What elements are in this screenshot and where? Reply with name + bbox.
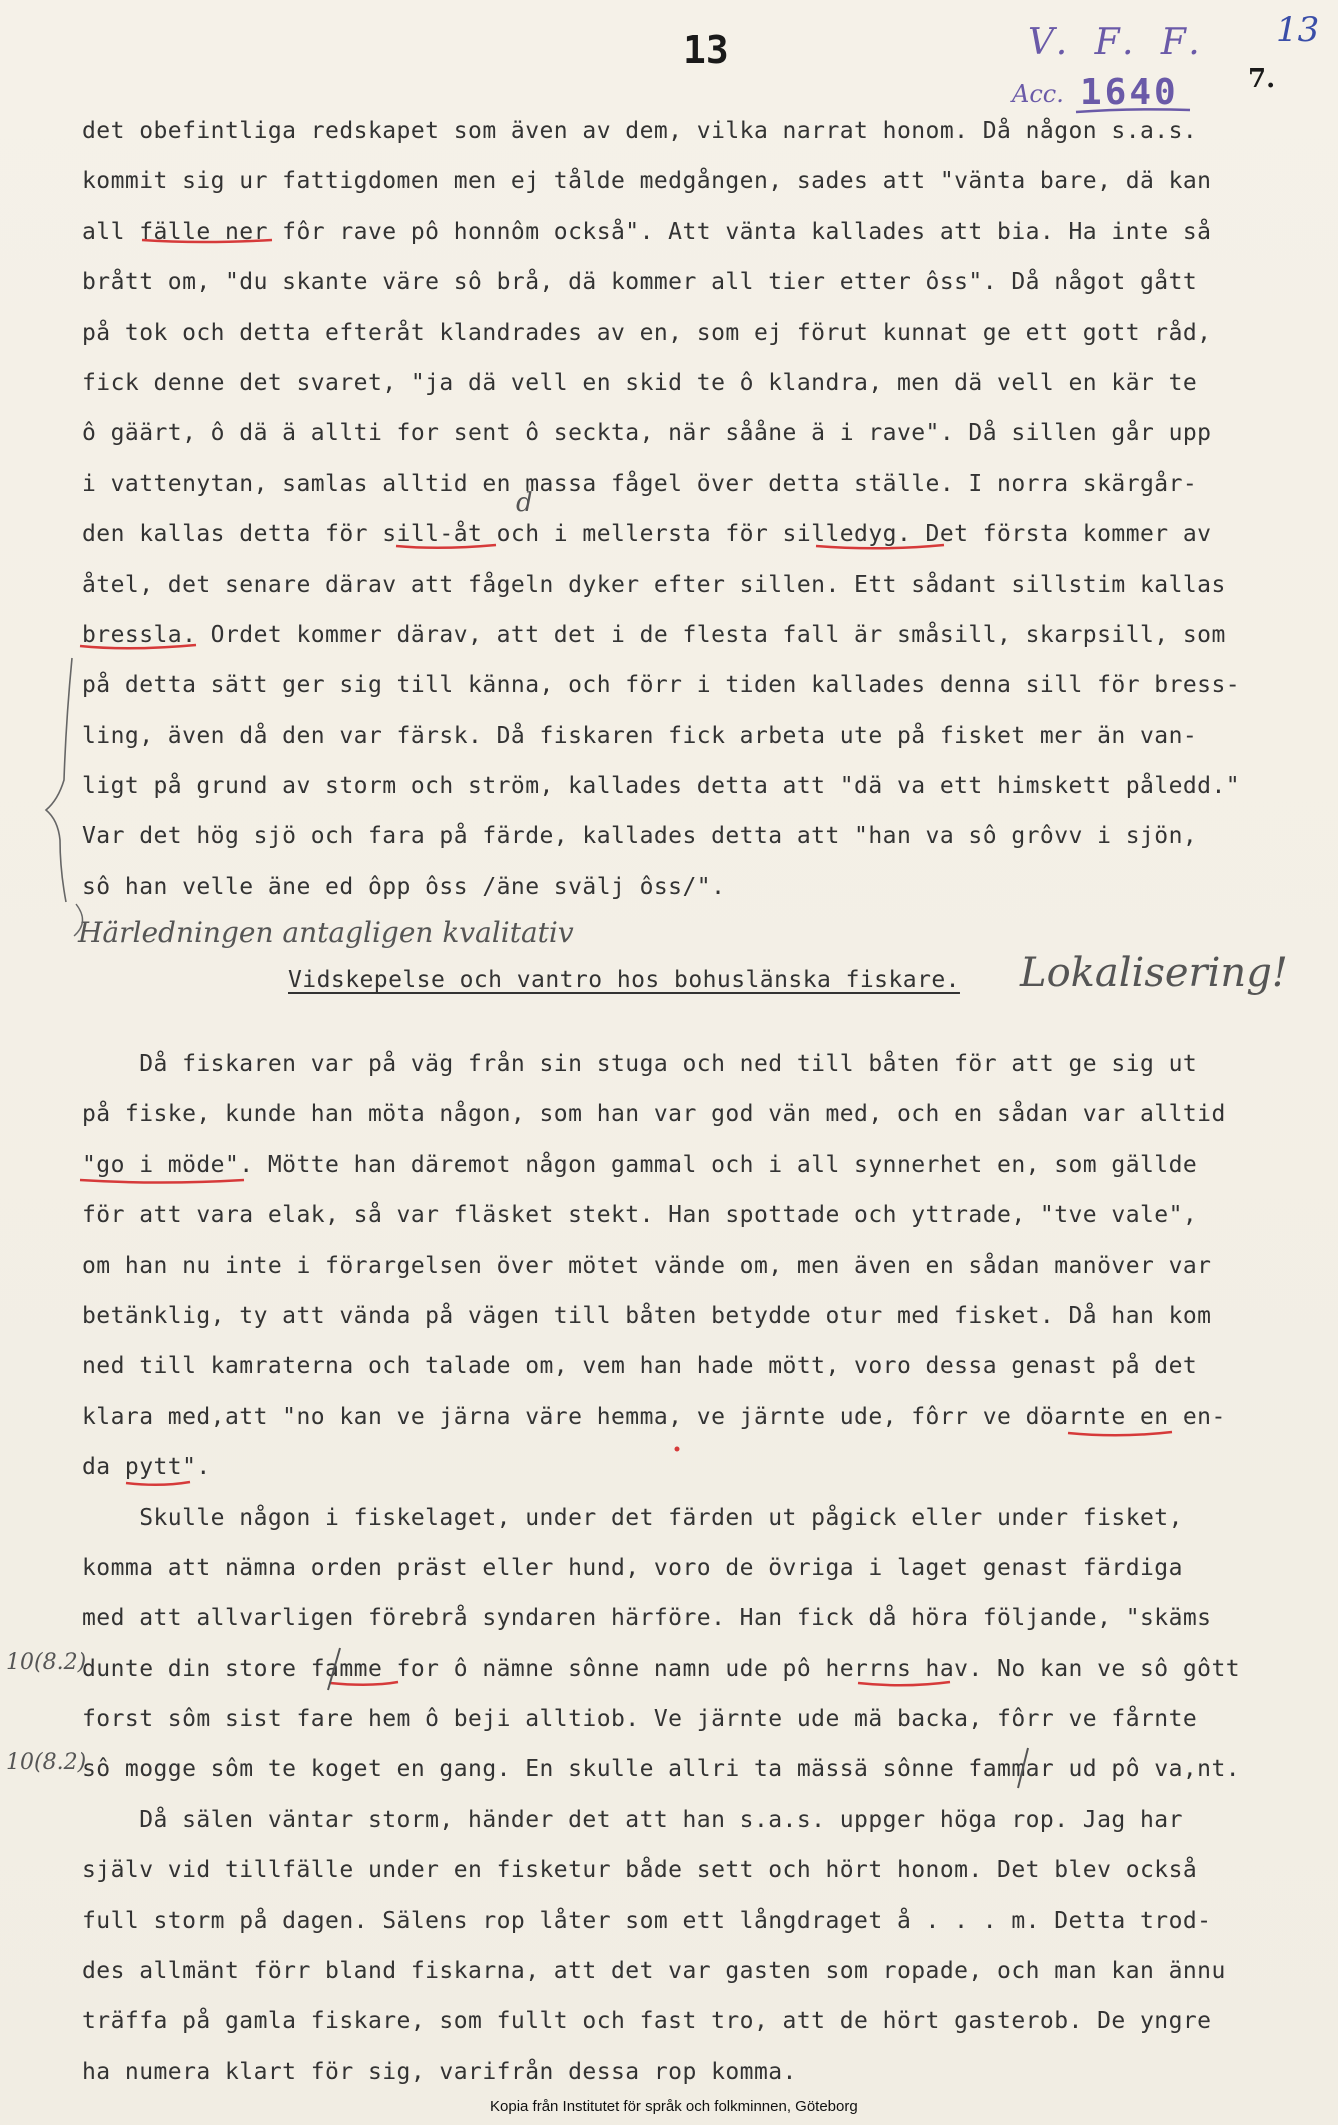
text-line: träffa på gamla fiskare, som fullt och fast tro, att de hört gasterob. De yngre <box>82 2008 1212 2035</box>
margin-code-1: 10(8.2) <box>6 1650 87 1675</box>
page-number: 13 <box>683 28 729 72</box>
stamp-underline <box>1076 109 1190 112</box>
text-line: om han nu inte i förargelsen över mötet vände om, men även en sådan manöver var <box>82 1252 1212 1279</box>
text-line: ô gäärt, ô dä ä allti for sent ô seckta, när sååne ä i rave". Då sillen går upp <box>82 420 1212 447</box>
corner-page-number: 13 <box>1276 10 1320 50</box>
margin-bracket-tail <box>74 904 83 936</box>
text-line: klara med,att "no kan ve järna väre hemma, ve järnte ude, fôrr ve döarnte en en- <box>82 1403 1226 1430</box>
margin-bracket <box>46 658 72 902</box>
text-line: i vattenytan, samlas alltid en massa fågel över detta ställe. I norra skärgår- <box>82 470 1198 497</box>
red-underline <box>80 1180 244 1183</box>
superscript-correction: d <box>516 488 533 518</box>
text-line: åtel, det senare därav att fågeln dyker efter sillen. Ett sådant sillstim kallas <box>82 571 1226 598</box>
lokalisering-note-handwritten: Lokalisering! <box>1020 950 1288 996</box>
text-line: sô han velle äne ed ôpp ôss /äne svälj ôss/". <box>82 873 726 900</box>
section-heading: Vidskepelse och vantro hos bohuslänska fiskare. <box>288 967 960 993</box>
text-line: all fälle ner fôr rave pô honnôm också". Att vänta kallades att bia. Ha inte så <box>82 218 1212 245</box>
margin-note-handwritten: Härledningen antagligen kvalitativ <box>78 916 574 949</box>
text-line: själv vid tillfälle under en fisketur både sett och hört honom. Det blev också <box>82 1857 1198 1884</box>
text-line: ling, även då den var färsk. Då fiskaren fick arbeta ute på fisket mer än van- <box>82 722 1198 749</box>
archive-stamp: V. F. F. <box>1028 22 1208 63</box>
red-underline <box>142 240 272 242</box>
text-line: ligt på grund av storm och ström, kallades detta att "dä va ett himskett påledd." <box>82 773 1241 800</box>
text-line: betänklig, ty att vända på vägen till båten betydde otur med fisket. Då han kom <box>82 1302 1212 1329</box>
text-line: Var det hög sjö och fara på färde, kallades detta att "han va sô grôvv i sjön, <box>82 823 1198 850</box>
red-underline <box>396 545 496 548</box>
text-line: full storm på dagen. Sälens rop låter som ett långdraget å . . . m. Detta trod- <box>82 1907 1212 1934</box>
archive-footer: Kopia från Institutet för språk och folkminnen, Göteborg <box>490 2098 858 2115</box>
accession-stamp-prefix: Acc. <box>1012 80 1064 108</box>
text-line: dunte din store famme for ô nämne sônne namn ude pô herrns hav. No kan ve sô gôtt <box>82 1655 1241 1682</box>
text-line: fick denne det svaret, "ja dä vell en skid te ô klandra, men dä vell en kär te <box>82 369 1198 396</box>
text-line: forst sôm sist fare hem ô beji alltiob. Ve järnte ude mä backa, fôrr ve fårnte <box>82 1706 1198 1733</box>
text-line: Då fiskaren var på väg från sin stuga och ned till båten för att ge sig ut <box>82 1051 1198 1077</box>
text-line: bressla. Ordet kommer därav, att det i de flesta fall är småsill, skarpsill, som <box>82 621 1226 648</box>
sheet-number: 7. <box>1248 64 1276 94</box>
text-line: des allmänt förr bland fiskarna, att det var gasten som ropade, och man kan ännu <box>82 1958 1226 1985</box>
text-line: kommit sig ur fattigdomen men ej tålde medgången, sades att "vänta bare, dä kan <box>82 168 1212 195</box>
text-line: "go i möde". Mötte han däremot någon gammal och i all synnerhet en, som gällde <box>82 1151 1198 1178</box>
text-line: med att allvarligen förebrå syndaren härföre. Han fick då höra följande, "skäms <box>82 1605 1212 1632</box>
margin-code-2: 10(8.2) <box>6 1750 87 1775</box>
text-line: sô mogge sôm te koget en gang. En skulle allri ta mässä sônne fammar ud pô va,nt. <box>82 1756 1241 1783</box>
text-line: ha numera klart för sig, varifrån dessa rop komma. <box>82 2058 797 2085</box>
red-underline <box>1068 1432 1172 1435</box>
text-line: på fiske, kunde han möta någon, som han var god vän med, och en sådan var alltid <box>82 1101 1226 1128</box>
text-line: Då sälen väntar storm, händer det att han s.a.s. uppger höga rop. Jag har <box>82 1806 1183 1833</box>
red-underline <box>816 545 944 548</box>
text-line: brått om, "du skante väre sô brå, dä kommer all tier etter ôss". Då något gått <box>82 269 1198 296</box>
text-line: Skulle någon i fiskelaget, under det färden ut pågick eller under fisket, <box>82 1504 1183 1531</box>
text-line: da pytt". <box>82 1454 211 1481</box>
accession-stamp-number: 1640 <box>1080 72 1179 113</box>
red-underline <box>80 645 196 648</box>
text-line: på tok och detta efteråt klandrades av en, som ej förut kunnat ge ett gott råd, <box>82 319 1212 346</box>
text-line: det obefintliga redskapet som även av dem, vilka narrat honom. Då någon s.a.s. <box>82 118 1198 144</box>
text-line: på detta sätt ger sig till känna, och förr i tiden kallades denna sill för bress- <box>82 672 1241 699</box>
red-dot <box>675 1447 680 1452</box>
text-line: för att vara elak, så var fläsket stekt. Han spottade och yttrade, "tve vale", <box>82 1202 1198 1229</box>
text-line: komma att nämna orden präst eller hund, voro de övriga i laget genast färdiga <box>82 1554 1183 1581</box>
red-underline <box>330 1682 398 1685</box>
red-underline <box>858 1682 950 1685</box>
correction-mark <box>1018 1748 1028 1788</box>
text-line: ned till kamraterna och talade om, vem han hade mött, voro dessa genast på det <box>82 1353 1198 1380</box>
red-underline <box>126 1482 190 1485</box>
text-line: den kallas detta för sill-åt och i mellersta för silledyg. Det första kommer av <box>82 521 1212 548</box>
